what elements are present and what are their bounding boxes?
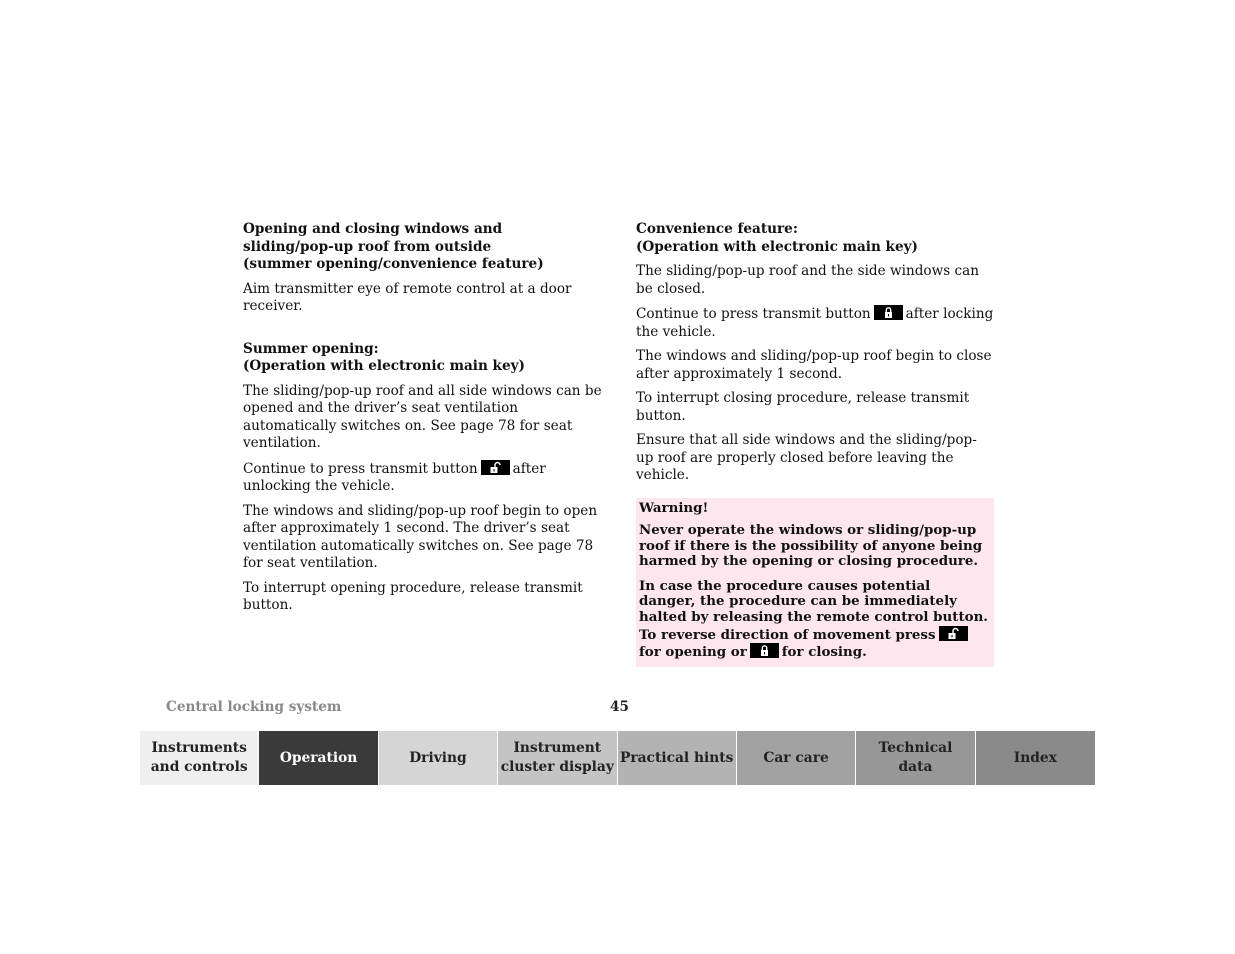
lock-button-icon [874, 305, 903, 320]
warning-text: for opening or [639, 644, 747, 661]
unlock-button-icon [481, 460, 510, 475]
instruction-text: after unlocking the vehicle. [243, 460, 546, 494]
warning-title: Warning! [639, 499, 709, 516]
tab-instrument-cluster-display[interactable]: Instrument cluster display [498, 731, 617, 785]
warning-box [636, 498, 994, 667]
interrupt-opening-instruction: To interrupt opening procedure, release transmit button. [243, 579, 583, 613]
convenience-feature-heading [636, 221, 994, 256]
lock-button-icon [750, 643, 779, 658]
tab-practical-hints[interactable]: Practical hints [618, 731, 737, 785]
warning-text: for closing. [781, 644, 867, 661]
warning-text-2 [639, 579, 991, 661]
ensure-closed-note: Ensure that all side windows and the sliding/pop-up roof are properly closed before leaving the vehicle. [636, 432, 977, 483]
summer-opening-description: The sliding/pop-up roof and all side windows can be opened and the driver’s seat ventilation automatically switches on. See page 78 for seat ventilation. [243, 382, 602, 451]
tab-operation[interactable]: Operation [259, 731, 378, 785]
aim-instruction: Aim transmitter eye of remote control at a door receiver. [243, 280, 572, 314]
heading-line: (summer opening/convenience feature) [243, 256, 544, 272]
heading-line: (Operation with electronic main key) [636, 238, 918, 255]
right-column [636, 221, 994, 667]
interrupt-closing-instruction: To interrupt closing procedure, release transmit button. [636, 390, 970, 424]
warning-text-1: Never operate the windows or sliding/pop-up roof if there is the possibility of anyone being harmed by the opening or closing procedure. [639, 522, 983, 570]
tab-technical-data[interactable]: Technical data [856, 731, 975, 785]
left-column [243, 221, 603, 622]
unlock-button-icon [939, 626, 968, 641]
convenience-description: The sliding/pop-up roof and the side windows can be closed. [636, 263, 980, 297]
instruction-text: Continue to press transmit button [243, 460, 478, 477]
close-timing-description: The windows and sliding/pop-up roof begin to close after approximately 1 second. [636, 348, 992, 382]
tab-driving[interactable]: Driving [379, 731, 498, 785]
press-unlock-instruction [243, 460, 603, 496]
section-heading-outside [243, 221, 603, 274]
page-number: 45 [610, 699, 629, 715]
tab-car-care[interactable]: Car care [737, 731, 856, 785]
tab-index[interactable]: Index [976, 731, 1095, 785]
tab-instruments-and-controls[interactable]: Instruments and controls [140, 731, 259, 785]
press-lock-instruction [636, 305, 994, 341]
heading-line: Summer opening: [243, 340, 379, 357]
open-timing-description: The windows and sliding/pop-up roof begin to open after approximately 1 second. The driver’s seat ventilation automatically switches on. See page 78 for seat ventilation. [243, 502, 598, 571]
instruction-text: Continue to press transmit button [636, 306, 871, 322]
warning-text: In case the procedure causes potential danger, the procedure can be immediately halted by releasing the remote control button. To reverse direction of movement press [639, 577, 988, 643]
heading-line: (Operation with electronic main key) [243, 358, 525, 374]
footer-section-title: Central locking system [166, 699, 342, 715]
chapter-navigation-bar [140, 731, 1095, 785]
summer-opening-heading [243, 341, 603, 376]
instruction-text: after locking the vehicle. [636, 306, 994, 340]
heading-line: Convenience feature: [636, 221, 798, 237]
heading-line: Opening and closing windows and [243, 221, 503, 237]
heading-line: sliding/pop-up roof from outside [243, 238, 492, 255]
